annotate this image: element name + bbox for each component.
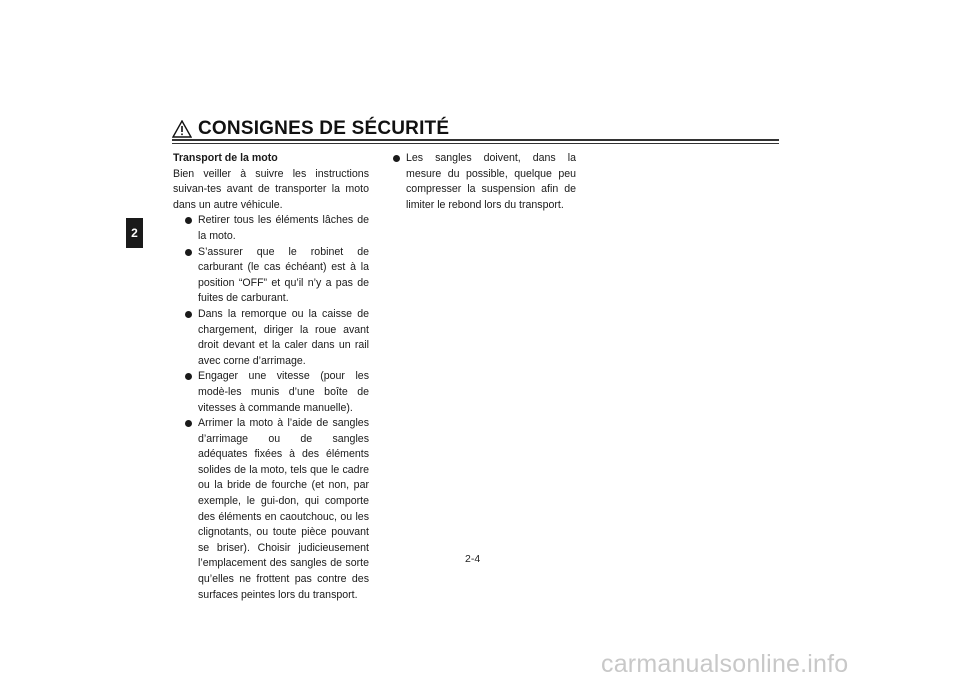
header-rule xyxy=(172,139,779,144)
intro-paragraph: Bien veiller à suivre les instructions suivan-tes avant de transporter la moto dans un autre véhicule. xyxy=(173,167,369,211)
list-item: Engager une vitesse (pour les modè-les munis d’une boîte de vitesses à commande manuelle). xyxy=(173,369,369,416)
watermark-text: carmanualsonline.info xyxy=(601,650,849,678)
warning-triangle-icon xyxy=(172,120,192,138)
page-header xyxy=(172,118,449,140)
page-title: CONSIGNES DE SÉCURITÉ xyxy=(198,118,450,139)
chapter-tab: 2 xyxy=(126,218,143,248)
right-bullet-list xyxy=(392,151,576,213)
list-item: Arrimer la moto à l’aide de sangles d’arrimage ou de sangles adéquates fixées à des éléments solides de la moto, tels que le cadre ou la bride de fourche (et non, par exemple, le gui-don, qui comporte des éléments en caoutchouc, ou les clignotants, ou toute pièce pouvant se briser). Choisir judicieusement l’emplacement des sangles de sorte qu’elles ne frottent pas contre des surfaces peintes lors du transport. xyxy=(173,416,369,603)
bullet-icon xyxy=(185,217,192,224)
list-item: Retirer tous les éléments lâches de la moto. xyxy=(173,213,369,244)
left-column xyxy=(173,151,369,603)
bullet-icon xyxy=(185,373,192,380)
section-subheading: Transport de la moto xyxy=(173,152,278,164)
list-item: Les sangles doivent, dans la mesure du possible, quelque peu compresser la suspension afin de limiter le rebond lors du transport. xyxy=(392,151,576,213)
bullet-icon xyxy=(185,249,192,256)
bullet-icon xyxy=(185,420,192,427)
bullet-icon xyxy=(393,155,400,162)
list-item: S’assurer que le robinet de carburant (le cas échéant) est à la position “OFF” et qu’il n’y a pas de fuites de carburant. xyxy=(173,245,369,307)
right-column xyxy=(392,151,576,213)
list-item: Dans la remorque ou la caisse de chargement, diriger la roue avant droit devant et la caler dans un rail avec corne d’arrimage. xyxy=(173,307,369,369)
page-number: 2-4 xyxy=(465,553,481,565)
left-bullet-list xyxy=(173,213,369,603)
bullet-icon xyxy=(185,311,192,318)
